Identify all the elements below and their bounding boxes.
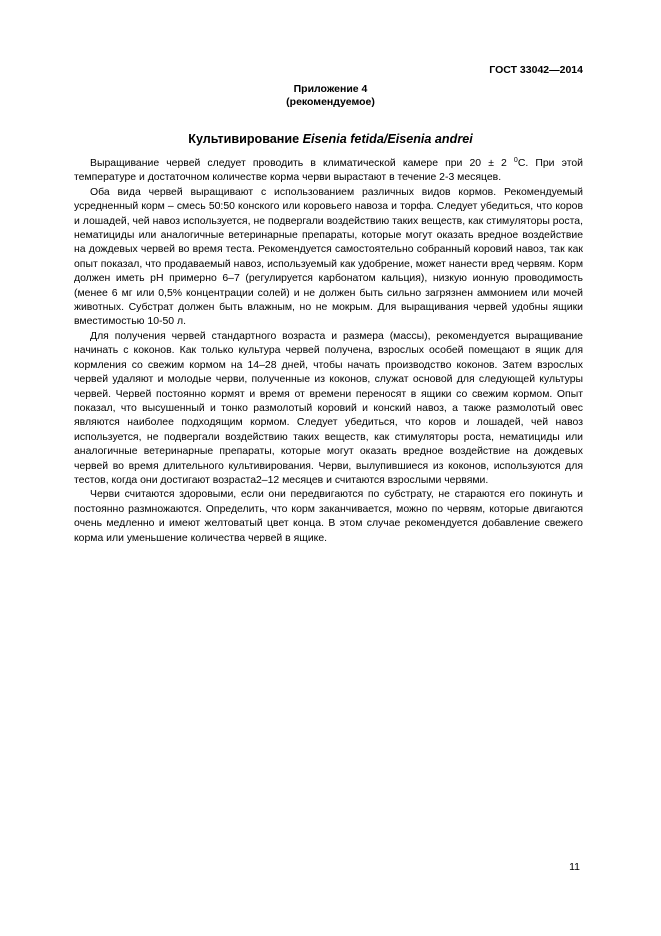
title-species: Eisenia fetida/Eisenia andrei <box>302 132 473 146</box>
body-text <box>74 157 583 546</box>
standard-number: ГОСТ 33042—2014 <box>489 64 583 76</box>
appendix-status: (рекомендуемое) <box>286 96 375 108</box>
paragraph-1-part-2: С. При этой температуре и достаточном количестве корма черви вырастают в течение 2-3 месяцев. <box>74 158 583 184</box>
title-prefix: Культивирование <box>188 132 303 146</box>
appendix-number: Приложение 4 <box>293 83 368 95</box>
paragraph-1 <box>74 157 583 186</box>
page-number: 11 <box>569 861 580 873</box>
paragraph-2: Оба вида червей выращивают с использованием различных видов кормов. Рекомендуемый усредненный корм – смесь 50:50 конского или коровьего навоза и торфа. Следует убедиться, что коров и лошадей, чей навоз используется, не подвергали воздействию таких веществ, как стимуляторы роста, нематициды или аналогичные ветеринарные препараты, которые могут оказать вредное воздействие на дождевых червей во время теста. Рекомендуется самостоятельно собранный коровий навоз, так как опыт показал, что продаваемый навоз, используемый как удобрение, может нанести вред червям. Корм должен иметь рН примерно 6–7 (регулируется карбонатом кальция), низкую ионную проводимость (менее 6 мг или 0,5% концентрации солей) и не должен быть сильно загрязнен аммонием или мочей животных. Субстрат должен быть влажным, но не мокрым. Для выращивания червей удобны ящики вместимостью 10-50 л. <box>74 186 583 328</box>
paragraph-4: Черви считаются здоровыми, если они передвигаются по субстрату, не стараются его покинуть и постоянно размножаются. Определить, что корм заканчивается, можно по червям, которые двигаются очень медленно и имеют желтоватый цвет конца. В этом случае рекомендуется добавление свежего корма или уменьшение количества червей в ящике. <box>74 489 583 544</box>
paragraph-3: Для получения червей стандартного возраста и размера (массы), рекомендуется выращивание начинать с коконов. Как только культура червей получена, взрослых особей помещают в ящик для кормления со свежим кормом на 14–28 дней, чтобы начать производство коконов. Затем взрослых червей удаляют и молодые черви, полученные из коконов, служат основой для следующей культуры червей. Червей постоянно кормят и время от времени переносят в ящики со свежим кормом. Опыт показал, что высушенный и тонко размолотый коровий и конский навоз, а также размолотый овес являются наиболее подходящим кормом. Следует убедиться, что коров и лошадей, чей навоз используется, не подвергали воздействию таких веществ, как стимуляторы роста, нематициды или аналогичные ветеринарные препараты, которые могут оказать вредное воздействие на дождевых червей во время длительного культивирования. Черви, вылупившиеся из коконов, используются для тестов, когда они достигают возраста2–12 месяцев и считаются взрослыми червями. <box>74 330 583 486</box>
section-title <box>0 132 661 146</box>
degree-superscript: 0 <box>513 157 518 164</box>
paragraph-1-part-1: Выращивание червей следует проводить в климатической камере при 20 ± 2 <box>90 158 514 169</box>
appendix-heading <box>0 83 661 109</box>
